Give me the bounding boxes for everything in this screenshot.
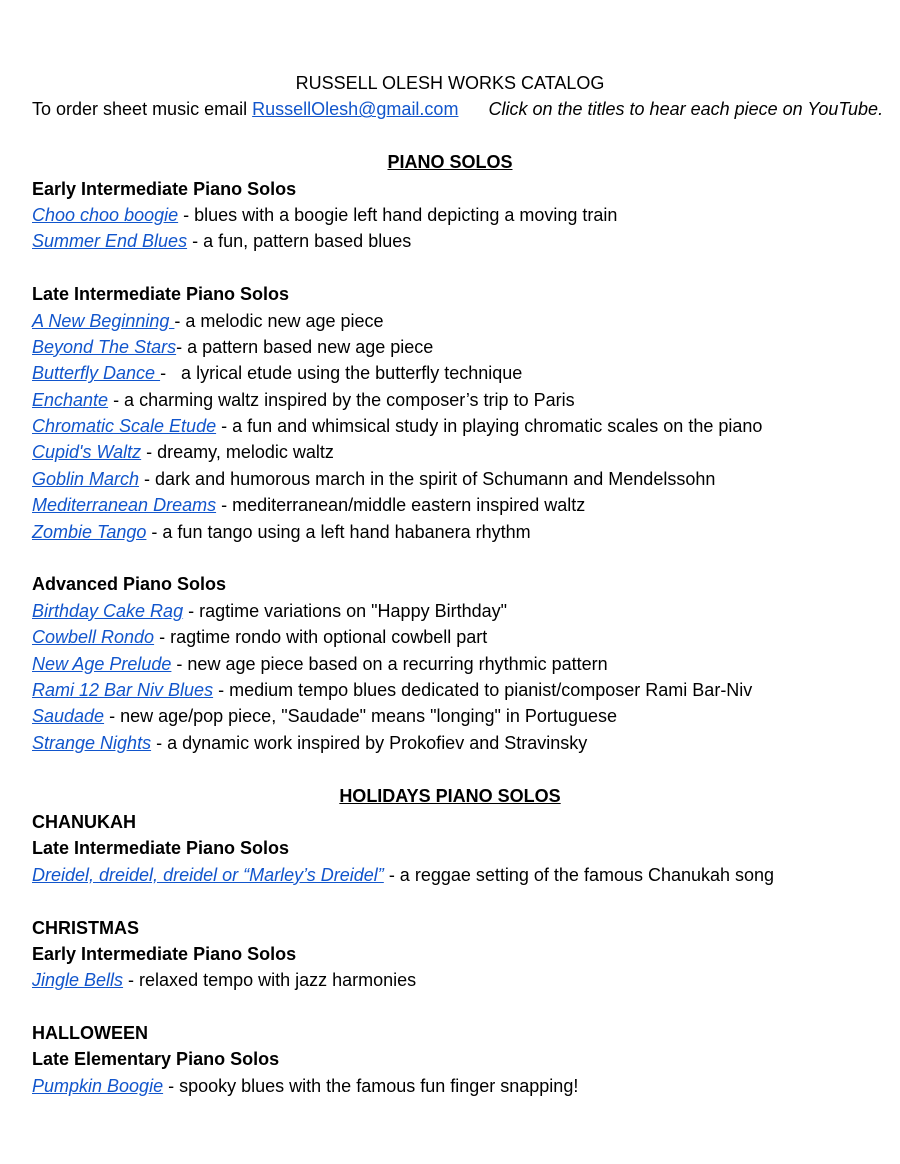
christmas-heading: CHRISTMAS [32,917,139,938]
chanukah-heading: CHANUKAH [32,811,136,832]
piece-description: - a fun and whimsical study in playing chromatic scales on the piano [216,416,763,437]
list-item [32,492,882,518]
list-item [32,228,882,254]
list-item [32,967,882,993]
piece-description: - mediterranean/middle eastern inspired waltz [216,495,586,516]
piece-link-cowbell-rondo[interactable]: Cowbell Rondo [32,627,155,648]
piece-description: - a pattern based new age piece [176,336,434,357]
piece-link-choo-choo-boogie[interactable]: Choo choo boogie [32,204,179,225]
list-item [32,308,882,334]
early-intermediate-heading: Early Intermediate Piano Solos [32,178,297,199]
catalog-page [32,70,882,1099]
piece-description: - a fun tango using a left hand habanera rhythm [146,521,531,542]
piece-description: - a dynamic work inspired by Prokofiev and Stravinsky [151,732,588,753]
piece-description: - new age/pop piece, "Saudade" means "longing" in Portuguese [104,706,617,727]
piece-description: - medium tempo blues dedicated to pianist/composer Rami Bar-Niv [213,679,753,700]
piece-link-butterfly-dance[interactable]: Butterfly Dance [32,363,161,384]
piece-link-mediterranean-dreams[interactable]: Mediterranean Dreams [32,495,217,516]
list-item [32,413,882,439]
piece-link-strange-nights[interactable]: Strange Nights [32,732,152,753]
list-item [32,677,882,703]
list-item [32,334,882,360]
list-item [32,730,882,756]
piece-link-new-age-prelude[interactable]: New Age Prelude [32,653,172,674]
list-item [32,598,882,624]
chanukah-level-heading: Late Intermediate Piano Solos [32,838,290,859]
order-line [32,96,884,122]
piece-description: - relaxed tempo with jazz harmonies [123,970,417,991]
piece-link-summer-end-blues[interactable]: Summer End Blues [32,231,188,252]
piece-link-chromatic-scale-etude[interactable]: Chromatic Scale Etude [32,416,217,437]
piece-link-birthday-cake-rag[interactable]: Birthday Cake Rag [32,600,184,621]
list-item [32,703,882,729]
catalog-title: RUSSELL OLESH WORKS CATALOG [295,73,605,93]
holidays-heading: HOLIDAYS PIANO SOLOS [339,785,561,806]
piece-description: - a fun, pattern based blues [187,231,412,252]
list-item [32,387,882,413]
late-intermediate-heading: Late Intermediate Piano Solos [32,284,290,305]
piece-link-a-new-beginning[interactable]: A New Beginning [32,310,175,331]
order-text: To order sheet music email [32,99,248,120]
list-item [32,862,882,888]
piece-link-cupids-waltz[interactable]: Cupid's Waltz [32,442,142,463]
piece-link-beyond-the-stars[interactable]: Beyond The Stars [32,336,177,357]
piece-description: - new age piece based on a recurring rhythmic pattern [171,653,608,674]
halloween-heading: HALLOWEEN [32,1023,148,1044]
list-item [32,439,882,465]
piece-link-zombie-tango[interactable]: Zombie Tango [32,521,147,542]
list-item [32,360,882,386]
list-item [32,466,882,492]
halloween-level-heading: Late Elementary Piano Solos [32,1049,280,1070]
piece-description: - a melodic new age piece [174,310,384,331]
list-item [32,1073,882,1099]
piece-description: - a charming waltz inspired by the composer’s trip to Paris [108,389,575,410]
piece-link-jingle-bells[interactable]: Jingle Bells [32,970,124,991]
piece-link-marleys-dreidel[interactable]: Dreidel, dreidel, dreidel or “Marley’s Dreidel” [32,864,384,885]
list-item [32,202,882,228]
list-item [32,624,882,650]
list-item [32,519,882,545]
piece-description: - ragtime variations on "Happy Birthday" [183,600,507,621]
piano-solos-heading: PIANO SOLOS [387,152,513,173]
piece-link-enchante[interactable]: Enchante [32,389,109,410]
piece-link-pumpkin-boogie[interactable]: Pumpkin Boogie [32,1075,164,1096]
advanced-heading: Advanced Piano Solos [32,574,227,595]
piece-description: - dreamy, melodic waltz [141,442,334,463]
youtube-note: Click on the titles to hear each piece on YouTube. [488,99,884,120]
piece-description: - a reggae setting of the famous Chanukah song [383,864,775,885]
piece-description: - spooky blues with the famous fun finger snapping! [163,1075,579,1096]
christmas-level-heading: Early Intermediate Piano Solos [32,943,297,964]
piece-description: - dark and humorous march in the spirit of Schumann and Mendelssohn [139,468,716,489]
piece-description: - blues with a boogie left hand depicting a moving train [178,204,618,225]
piece-link-saudade[interactable]: Saudade [32,706,105,727]
piece-description: - ragtime rondo with optional cowbell part [154,627,488,648]
email-link[interactable]: RussellOlesh@gmail.com [252,99,459,120]
piece-description: - a lyrical etude using the butterfly technique [160,363,523,384]
list-item [32,651,882,677]
piece-link-goblin-march[interactable]: Goblin March [32,468,140,489]
piece-link-rami-12-bar-niv-blues[interactable]: Rami 12 Bar Niv Blues [32,679,214,700]
